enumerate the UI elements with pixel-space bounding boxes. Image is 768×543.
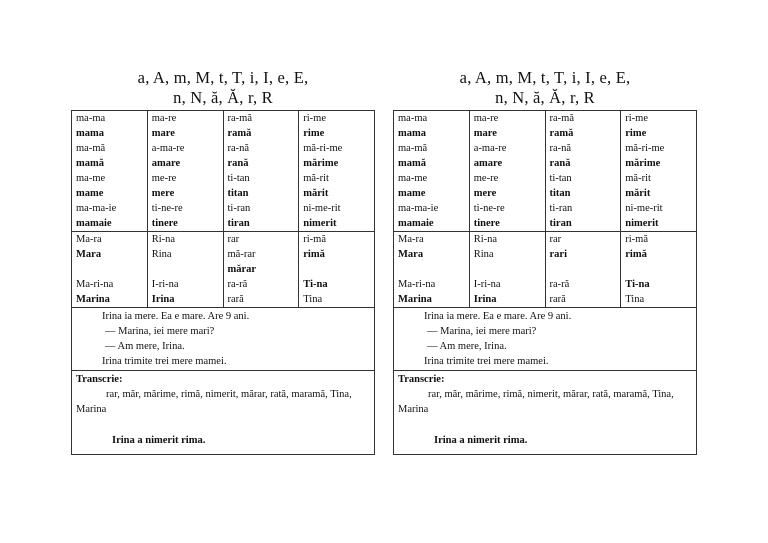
letters-title: a, A, m, M, t, T, i, I, e, E, n, N, ă, Ă, r, R xyxy=(459,68,631,107)
table-row: Marina Irina rară Tina xyxy=(394,292,697,308)
syllable-table xyxy=(393,110,697,308)
table-row: ma-ma ma-re ra-mă ri-me xyxy=(72,111,375,127)
table-row: mamă amare rană mărime xyxy=(394,156,697,171)
transcribe-heading: Transcrie: xyxy=(398,374,445,385)
table-row: mamaie tinere tiran nimerit xyxy=(394,216,697,232)
transcribe-section xyxy=(394,370,696,454)
table-row: mamaie tinere tiran nimerit xyxy=(72,216,375,232)
table-row xyxy=(394,262,697,277)
text-box xyxy=(71,308,375,455)
table-row: Mara Rina mă-rar rimă xyxy=(72,247,375,262)
table-row: mărar xyxy=(72,262,375,277)
syllable-table xyxy=(71,110,375,308)
table-row: Ma-ri-na I-ri-na ra-ră Ti-na xyxy=(72,277,375,292)
transcribe-words: rar, măr, mărime, rimă, nimerit, mărar, rată, maramă, Tina, Marina xyxy=(76,389,352,415)
worksheet-card-left xyxy=(71,68,375,455)
table-row: ma-ma-ie ti-ne-re ti-ran ni-me-rit xyxy=(394,201,697,216)
table-row: Ma-ra Ri-na rar ri-mă xyxy=(72,232,375,248)
table-row: ma-me me-re ti-tan mă-rit xyxy=(394,171,697,186)
table-row: ma-ma-ie ti-ne-re ti-ran ni-me-rit xyxy=(72,201,375,216)
transcribe-example: Irina a nimerit rima. xyxy=(112,435,206,446)
transcribe-heading: Transcrie: xyxy=(76,374,123,385)
table-row: Mara Rina rari rimă xyxy=(394,247,697,262)
table-row: mama mare ramă rime xyxy=(394,126,697,141)
text-box xyxy=(393,308,697,455)
transcribe-section xyxy=(72,370,374,454)
table-row: mame mere titan mărit xyxy=(72,186,375,201)
letters-title: a, A, m, M, t, T, i, I, e, E, n, N, ă, Ă, r, R xyxy=(137,68,309,107)
reading-sentences: Irina ia mere. Ea e mare. Are 9 ani. — Marina, iei mere mari? — Am mere, Irina. Irina trimite trei mere mamei. xyxy=(102,311,250,367)
table-row: Marina Irina rară Tina xyxy=(72,292,375,308)
table-row: Ma-ra Ri-na rar ri-mă xyxy=(394,232,697,248)
reading-sentences: Irina ia mere. Ea e mare. Are 9 ani. — Marina, iei mere mari? — Am mere, Irina. Irina trimite trei mere mamei. xyxy=(424,311,572,367)
worksheet-card-right xyxy=(393,68,697,455)
table-row: mame mere titan mărit xyxy=(394,186,697,201)
table-row: mamă amare rană mărime xyxy=(72,156,375,171)
transcribe-example: Irina a nimerit rima. xyxy=(434,435,528,446)
transcribe-words: rar, măr, mărime, rimă, nimerit, mărar, rată, maramă, Tina, Marina xyxy=(398,389,674,415)
table-row: mama mare ramă rime xyxy=(72,126,375,141)
table-row: ma-me me-re ti-tan mă-rit xyxy=(72,171,375,186)
table-row: ma-mă a-ma-re ra-nă mă-ri-me xyxy=(72,141,375,156)
table-row: ma-mă a-ma-re ra-nă mă-ri-me xyxy=(394,141,697,156)
table-row: Ma-ri-na I-ri-na ra-ră Ti-na xyxy=(394,277,697,292)
table-row: ma-ma ma-re ra-mă ri-me xyxy=(394,111,697,127)
